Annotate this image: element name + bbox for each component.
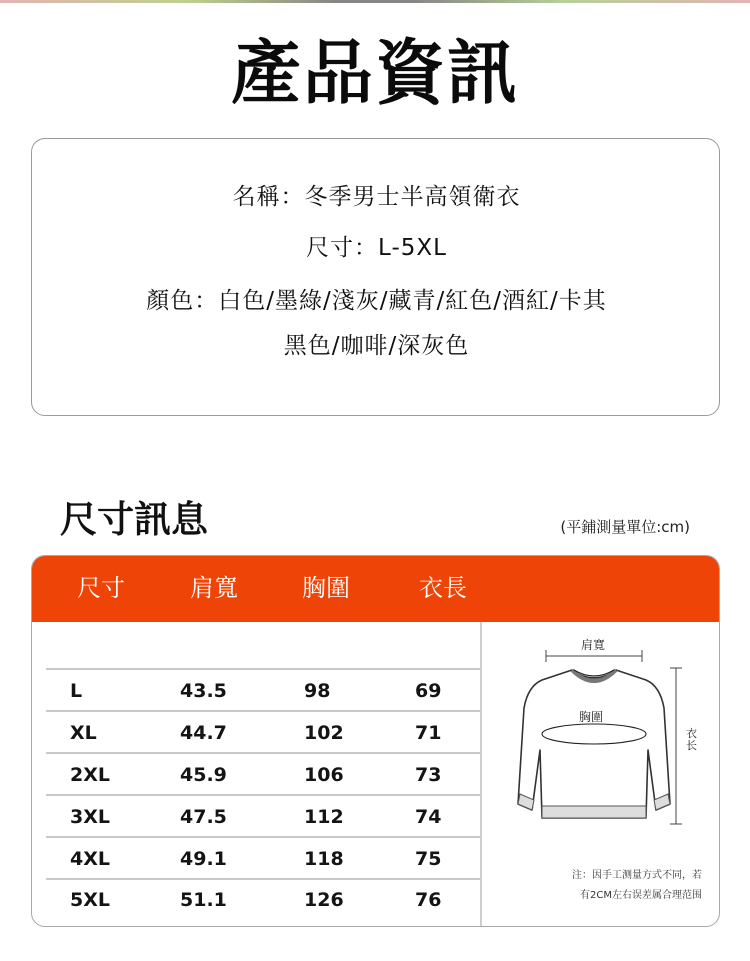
row-divider [46,752,480,754]
chest-label: 胸圍 [579,710,604,724]
size-table-card [31,555,720,927]
cell-shoulder: 43.5 [180,680,227,702]
cell-size: 4XL [70,848,110,870]
cell-shoulder: 45.9 [180,764,227,786]
header-length: 衣長 [419,574,467,602]
product-size-range: 尺寸：L-5XL [306,235,447,261]
page-title: 產品資訊 [231,32,519,114]
cell-shoulder: 49.1 [180,848,227,870]
cell-shoulder: 44.7 [180,722,227,744]
row-divider [46,878,480,880]
sweater-measurement-diagram [490,628,715,920]
cell-length: 75 [415,848,442,870]
product-info-card [31,138,720,416]
table-divider [480,622,482,927]
row-divider [46,710,480,712]
shoulder-label: 肩寬 [581,638,606,652]
cell-size: 5XL [70,889,110,911]
header-shoulder: 肩寬 [190,574,238,602]
cell-chest: 126 [304,889,344,911]
size-section-heading: 尺寸訊息 [60,498,208,541]
header-chest: 胸圍 [302,574,350,602]
cell-chest: 118 [304,848,344,870]
top-decor-line [0,0,750,3]
cell-size: 3XL [70,806,110,828]
cell-length: 69 [415,680,442,702]
row-divider [46,794,480,796]
header-size: 尺寸 [77,574,125,602]
cell-length: 73 [415,764,442,786]
cell-size: L [70,680,83,702]
measurement-note-continued: 有2CM左右误差属合理范围 [580,890,702,901]
row-divider [46,668,480,670]
cell-chest: 106 [304,764,344,786]
unit-note: (平鋪測量單位:cm) [560,518,690,536]
cell-length: 74 [415,806,442,828]
cell-size: XL [70,722,97,744]
product-colors: 顏色：白色/墨綠/淺灰/藏青/紅色/酒紅/卡其 [146,288,607,314]
cell-size: 2XL [70,764,110,786]
measurement-note: 注：因手工测量方式不同，若 [572,870,702,881]
row-divider [46,836,480,838]
cell-shoulder: 51.1 [180,889,227,911]
cell-length: 76 [415,889,442,911]
length-label: 衣长 [686,727,697,752]
product-name: 名稱：冬季男士半高領衛衣 [232,184,521,210]
cell-chest: 102 [304,722,344,744]
sweater-outline-icon [490,628,715,828]
size-table-header [32,556,719,622]
cell-chest: 112 [304,806,344,828]
cell-shoulder: 47.5 [180,806,227,828]
cell-length: 71 [415,722,442,744]
cell-chest: 98 [304,680,331,702]
product-colors-continued: 黑色/咖啡/深灰色 [283,333,470,359]
